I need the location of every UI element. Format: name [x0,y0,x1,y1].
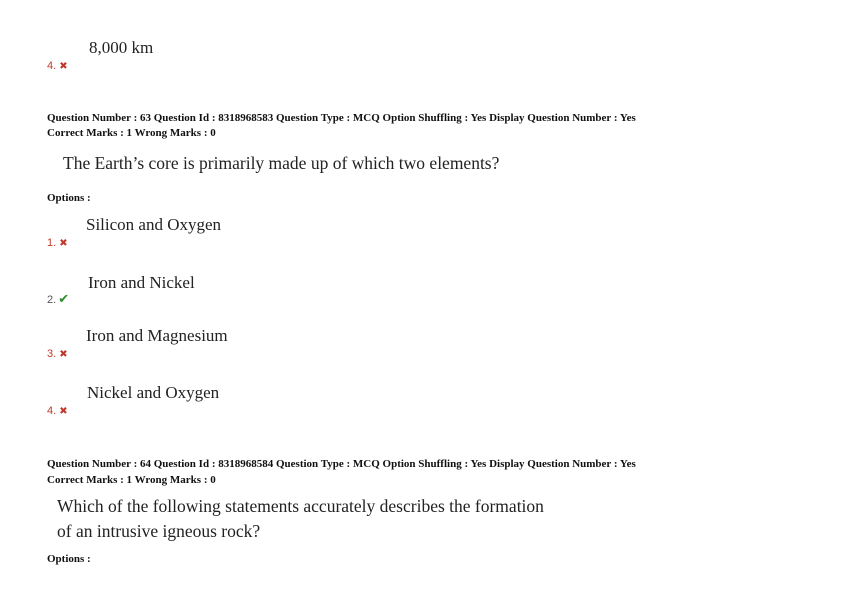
option-number: 2. [47,294,57,306]
q63-option-4-number [47,405,68,417]
q63-meta-line1: Question Number : 63 Question Id : 8318968583 Question Type : MCQ Option Shuffling : Yes Display Question Number : Yes [47,112,636,124]
q64-question-line1: Which of the following statements accurately describes the formation [57,496,544,516]
q64-question-line2: of an intrusive igneous rock? [57,521,261,541]
option-number: 4. [47,405,57,417]
q63-option-2-number [47,291,69,307]
cross-mark-icon: ✖ [59,349,68,360]
cross-mark-icon: ✖ [59,61,68,72]
q64-meta-line1: Question Number : 64 Question Id : 8318968584 Question Type : MCQ Option Shuffling : Yes Display Question Number : Yes [47,458,636,470]
cross-mark-icon: ✖ [59,406,68,417]
cross-mark-icon: ✖ [59,238,68,249]
q64-options-label: Options : [47,553,91,565]
q63-option-4-text: Nickel and Oxygen [87,383,220,402]
q63-option-2-text: Iron and Nickel [88,273,195,292]
q64-meta-line2: Correct Marks : 1 Wrong Marks : 0 [47,474,216,486]
q63-option-1-number [47,237,68,249]
option-number: 1. [47,237,57,249]
q63-question-text: The Earth’s core is primarily made up of which two elements? [63,153,500,173]
q63-option-3-text: Iron and Magnesium [86,326,228,345]
option-number: 4. [47,60,57,72]
option-number: 3. [47,348,57,360]
check-mark-icon: ✔ [58,291,70,306]
q63-meta-line2: Correct Marks : 1 Wrong Marks : 0 [47,127,216,139]
q63-option-1-text: Silicon and Oxygen [86,215,222,234]
q63-options-label: Options : [47,192,91,204]
q63-option-3-number [47,348,68,360]
prev-option-4-text: 8,000 km [89,38,154,57]
prev-option-4-number [47,60,68,72]
